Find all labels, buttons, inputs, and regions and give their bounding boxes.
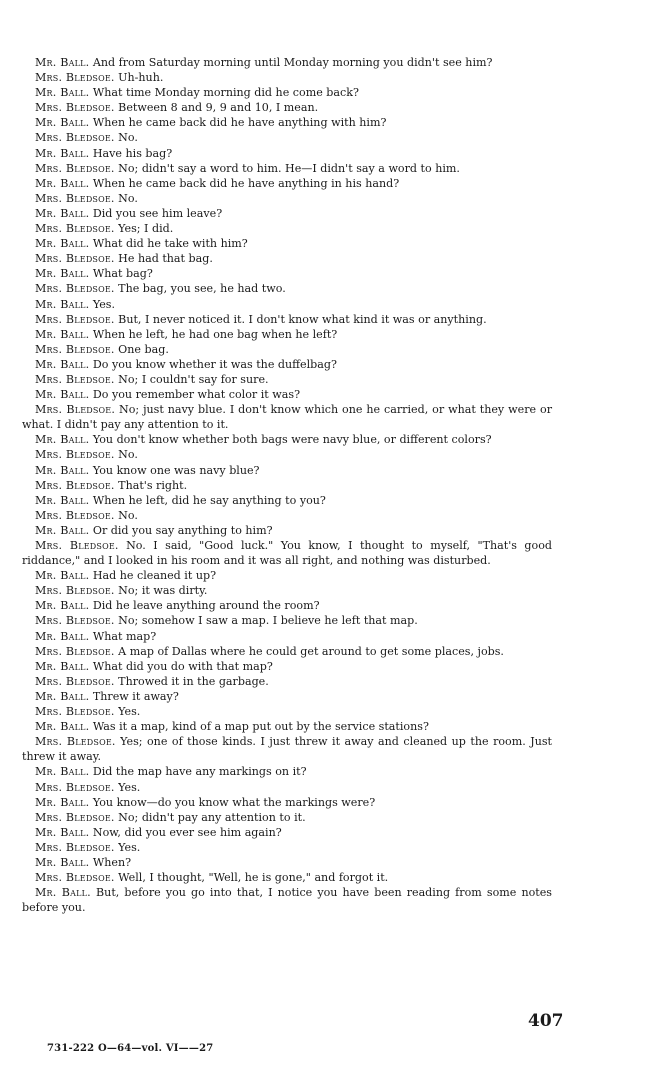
dialogue-paragraph	[22, 810, 552, 825]
speech-text: But, I never noticed it. I don't know what kind it was or anything.	[118, 312, 487, 326]
speaker-name: Mr. Ball.	[35, 765, 90, 779]
speech-text: Between 8 and 9, 9 and 10, I mean.	[118, 101, 319, 115]
speech-text: No; somehow I saw a map. I believe he left that map.	[118, 614, 418, 628]
speaker-name: Mr. Ball.	[35, 629, 90, 643]
dialogue-paragraph	[22, 629, 552, 644]
speaker-name: Mr. Ball.	[35, 86, 90, 100]
speech-text: When?	[92, 855, 132, 869]
speaker-name: Mr. Ball.	[35, 388, 90, 402]
speaker-name: Mrs. Bledsoe.	[35, 101, 115, 115]
speaker-name: Mr. Ball.	[35, 569, 90, 583]
speech-text: When he left, did he say anything to you?	[92, 493, 326, 507]
speech-text: Yes.	[118, 780, 141, 794]
speaker-name: Mrs. Bledsoe.	[35, 644, 115, 658]
speech-text: No; it was dirty.	[118, 584, 208, 598]
speaker-name: Mr. Ball.	[35, 689, 90, 703]
dialogue-paragraph	[22, 463, 552, 478]
speech-text: No; didn't say a word to him. He—I didn't say a word to him.	[118, 161, 460, 175]
speech-text: No.	[118, 448, 138, 462]
speaker-name: Mr. Ball.	[35, 116, 90, 130]
speech-text: Did he leave anything around the room?	[92, 599, 320, 613]
speech-text: And from Saturday morning until Monday morning you didn't see him?	[92, 56, 493, 69]
speech-text: Or did you say anything to him?	[92, 523, 273, 537]
dialogue-paragraph	[22, 598, 552, 613]
dialogue-paragraph	[22, 583, 552, 598]
speaker-name: Mr. Ball.	[35, 433, 90, 447]
dialogue-paragraph	[22, 840, 552, 855]
speech-text: You know one was navy blue?	[92, 463, 260, 477]
dialogue-paragraph	[22, 719, 552, 734]
dialogue-paragraph	[22, 674, 552, 689]
speech-text: No; I couldn't say for sure.	[118, 372, 269, 386]
speaker-name: Mr. Ball.	[35, 795, 90, 809]
dialogue-paragraph	[22, 387, 552, 402]
dialogue-paragraph	[22, 508, 552, 523]
speech-text: What did he take with him?	[92, 237, 248, 251]
speech-text: What bag?	[92, 267, 153, 281]
dialogue-paragraph	[22, 85, 552, 100]
speech-text: Yes.	[118, 705, 141, 719]
speaker-name: Mr. Ball.	[35, 297, 90, 311]
speaker-name: Mr. Ball.	[35, 886, 91, 900]
dialogue-paragraph	[22, 191, 552, 206]
speaker-name: Mr. Ball.	[35, 720, 90, 734]
speech-text: Have his bag?	[92, 146, 173, 160]
dialogue-paragraph	[22, 70, 552, 85]
footer-code: 731-222 O—64—vol. VI——27	[47, 1043, 214, 1054]
speech-text: Had he cleaned it up?	[92, 569, 217, 583]
speech-text: You don't know whether both bags were navy blue, or different colors?	[92, 433, 492, 447]
dialogue-paragraph	[22, 281, 552, 296]
speaker-name: Mr. Ball.	[35, 599, 90, 613]
speech-text: What time Monday morning did he come back?	[92, 86, 359, 100]
speech-text: No; didn't pay any attention to it.	[118, 810, 306, 824]
speaker-name: Mr. Ball.	[35, 523, 90, 537]
speech-text: Do you remember what color it was?	[92, 388, 301, 402]
dialogue-paragraph	[22, 568, 552, 583]
speaker-name: Mrs. Bledsoe.	[35, 403, 116, 417]
speaker-name: Mr. Ball.	[35, 56, 90, 69]
speech-text: Was it a map, kind of a map put out by the service stations?	[92, 720, 429, 734]
dialogue-paragraph	[22, 55, 552, 70]
speech-text: Threw it away?	[92, 689, 179, 703]
dialogue-paragraph	[22, 297, 552, 312]
dialogue-paragraph	[22, 357, 552, 372]
dialogue-paragraph	[22, 236, 552, 251]
speaker-name: Mr. Ball.	[35, 493, 90, 507]
speaker-name: Mrs. Bledsoe.	[35, 161, 115, 175]
dialogue-paragraph	[22, 266, 552, 281]
dialogue-paragraph	[22, 447, 552, 462]
speaker-name: Mrs. Bledsoe.	[35, 282, 115, 296]
dialogue-paragraph	[22, 312, 552, 327]
speech-text: One bag.	[118, 342, 169, 356]
speech-text: Yes.	[92, 297, 116, 311]
speaker-name: Mr. Ball.	[35, 176, 90, 190]
dialogue-paragraph	[22, 659, 552, 674]
page-number: 407	[528, 1011, 564, 1031]
dialogue-paragraph	[22, 644, 552, 659]
speech-text: Now, did you ever see him again?	[92, 825, 282, 839]
dialogue-paragraph	[22, 764, 552, 779]
speaker-name: Mrs. Bledsoe.	[35, 372, 115, 386]
speaker-name: Mrs. Bledsoe.	[35, 448, 115, 462]
speaker-name: Mr. Ball.	[35, 267, 90, 281]
dialogue-paragraph	[22, 689, 552, 704]
dialogue-paragraph	[22, 176, 552, 191]
dialogue-paragraph	[22, 734, 552, 764]
speech-text: The bag, you see, he had two.	[118, 282, 286, 296]
speaker-name: Mrs. Bledsoe.	[35, 539, 119, 552]
speech-text: No. I said, "Good luck." You know, I thought to myself, "That's good riddance," and I looked in his room and it was all right, and nothing was disturbed.	[22, 539, 552, 568]
speaker-name: Mr. Ball.	[35, 357, 90, 371]
dialogue-paragraph	[22, 613, 552, 628]
speech-text: When he came back did he have anything in his hand?	[92, 176, 400, 190]
dialogue-paragraph	[22, 704, 552, 719]
dialogue-paragraph	[22, 206, 552, 221]
dialogue-paragraph	[22, 885, 552, 915]
speaker-name: Mrs. Bledsoe.	[35, 810, 115, 824]
speaker-name: Mr. Ball.	[35, 327, 90, 341]
speech-text: Yes.	[118, 840, 141, 854]
speech-text: No.	[118, 131, 138, 145]
speech-text: When he came back did he have anything with him?	[92, 116, 387, 130]
speaker-name: Mrs. Bledsoe.	[35, 131, 115, 145]
dialogue-paragraph	[22, 115, 552, 130]
dialogue-paragraph	[22, 825, 552, 840]
speaker-name: Mrs. Bledsoe.	[35, 840, 115, 854]
speaker-name: Mrs. Bledsoe.	[35, 614, 115, 628]
speaker-name: Mr. Ball.	[35, 659, 90, 673]
dialogue-paragraph	[22, 870, 552, 885]
speech-text: But, before you go into that, I notice you have been reading from some notes before you.	[22, 886, 552, 915]
dialogue-paragraph	[22, 493, 552, 508]
dialogue-paragraph	[22, 402, 552, 432]
speech-text: What map?	[92, 629, 157, 643]
speech-text: Yes; one of those kinds. I just threw it away and cleaned up the room. Just threw it away.	[22, 735, 553, 764]
speaker-name: Mr. Ball.	[35, 855, 90, 869]
dialogue-paragraph	[22, 372, 552, 387]
dialogue-paragraph	[22, 161, 552, 176]
speech-text: Did you see him leave?	[92, 206, 223, 220]
speaker-name: Mrs. Bledsoe.	[35, 252, 115, 266]
speaker-name: Mrs. Bledsoe.	[35, 871, 115, 885]
dialogue-paragraph	[22, 146, 552, 161]
speech-text: When he left, he had one bag when he left?	[92, 327, 338, 341]
speaker-name: Mrs. Bledsoe.	[35, 478, 115, 492]
speaker-name: Mrs. Bledsoe.	[35, 222, 115, 236]
speaker-name: Mrs. Bledsoe.	[35, 674, 115, 688]
speech-text: What did you do with that map?	[92, 659, 273, 673]
dialogue-paragraph	[22, 327, 552, 342]
speech-text: You know—do you know what the markings were?	[92, 795, 376, 809]
testimony-page	[22, 55, 552, 915]
speech-text: He had that bag.	[118, 252, 213, 266]
speaker-name: Mrs. Bledsoe.	[35, 705, 115, 719]
speech-text: Do you know whether it was the duffelbag?	[92, 357, 337, 371]
speaker-name: Mr. Ball.	[35, 237, 90, 251]
dialogue-paragraph	[22, 221, 552, 236]
dialogue-paragraph	[22, 855, 552, 870]
dialogue-paragraph	[22, 432, 552, 447]
speaker-name: Mrs. Bledsoe.	[35, 191, 115, 205]
dialogue-paragraph	[22, 251, 552, 266]
speaker-name: Mr. Ball.	[35, 146, 90, 160]
speech-text: Yes; I did.	[118, 222, 174, 236]
speaker-name: Mrs. Bledsoe.	[35, 780, 115, 794]
dialogue-paragraph	[22, 538, 552, 568]
dialogue-paragraph	[22, 130, 552, 145]
speech-text: Uh-huh.	[118, 71, 164, 85]
speech-text: Well, I thought, "Well, he is gone," and forgot it.	[118, 871, 389, 885]
speech-text: That's right.	[118, 478, 188, 492]
speech-text: No.	[118, 508, 138, 522]
dialogue-paragraph	[22, 780, 552, 795]
speaker-name: Mr. Ball.	[35, 206, 90, 220]
speaker-name: Mr. Ball.	[35, 825, 90, 839]
speaker-name: Mr. Ball.	[35, 463, 90, 477]
speech-text: Throwed it in the garbage.	[118, 674, 269, 688]
dialogue-paragraph	[22, 795, 552, 810]
dialogue-paragraph	[22, 478, 552, 493]
speaker-name: Mrs. Bledsoe.	[35, 342, 115, 356]
dialogue-paragraph	[22, 523, 552, 538]
speech-text: A map of Dallas where he could get around to get some places, jobs.	[118, 644, 504, 658]
speaker-name: Mrs. Bledsoe.	[35, 735, 116, 749]
speaker-name: Mrs. Bledsoe.	[35, 508, 115, 522]
speech-text: No; just navy blue. I don't know which one he carried, or what they were or what. I didn't pay any attention to it.	[22, 403, 552, 432]
speaker-name: Mrs. Bledsoe.	[35, 71, 115, 85]
dialogue-paragraph	[22, 100, 552, 115]
dialogue-paragraph	[22, 342, 552, 357]
speaker-name: Mrs. Bledsoe.	[35, 584, 115, 598]
speaker-name: Mrs. Bledsoe.	[35, 312, 115, 326]
speech-text: Did the map have any markings on it?	[92, 765, 307, 779]
speech-text: No.	[118, 191, 138, 205]
